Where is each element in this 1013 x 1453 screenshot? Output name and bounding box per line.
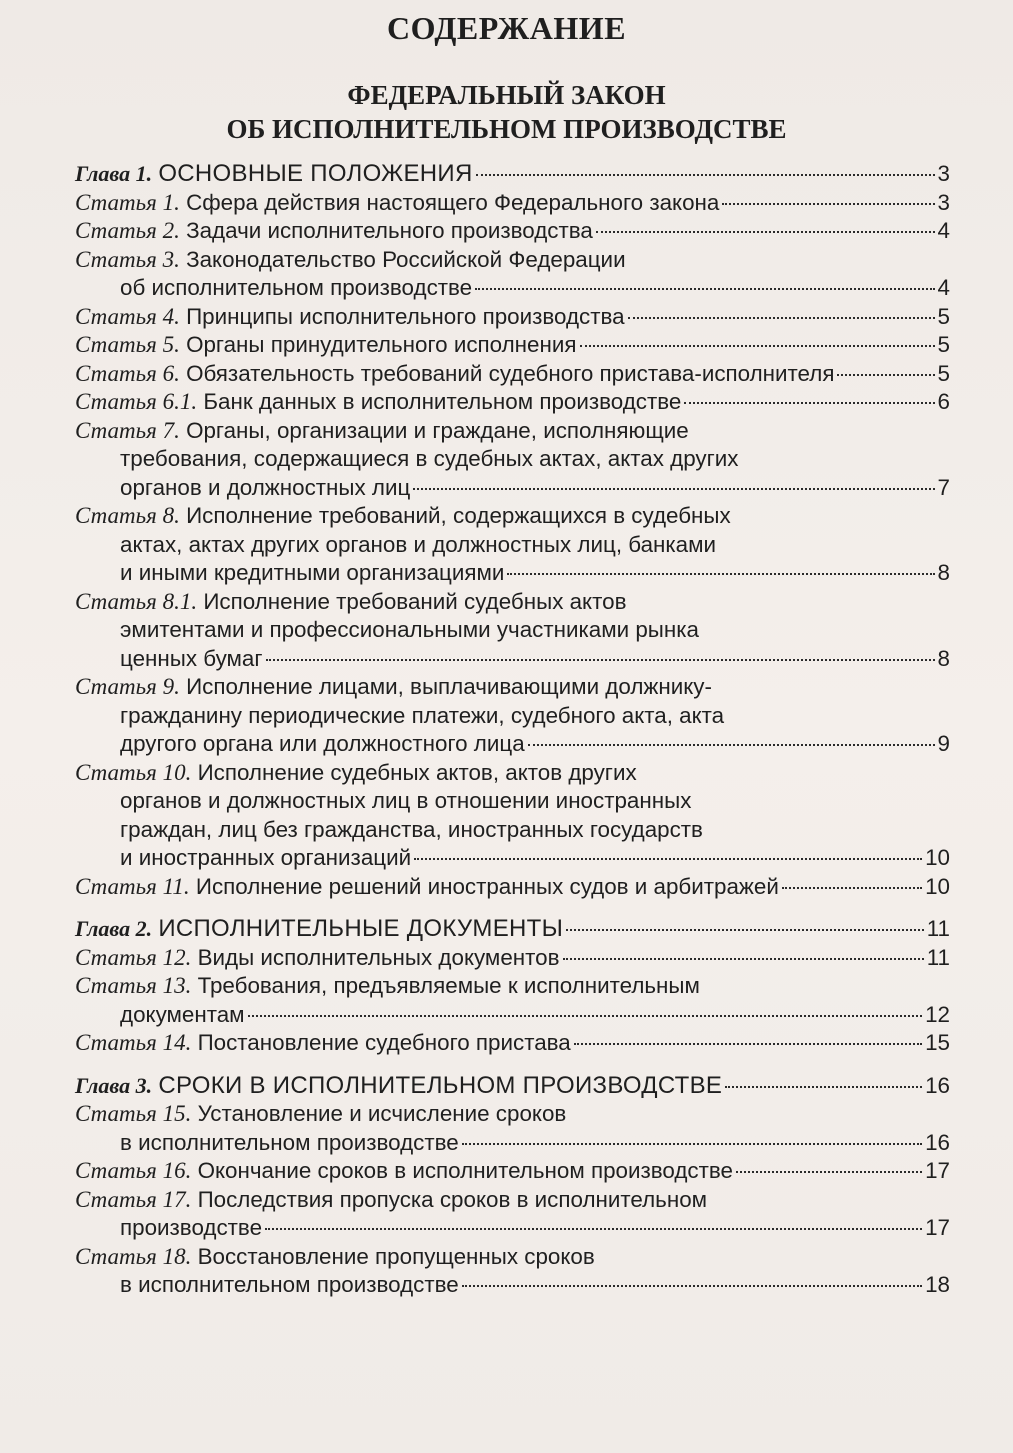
entry-line	[75, 246, 950, 275]
entry-title-line: Органы, организации и граждане, исполняющие	[186, 417, 689, 443]
entry-title-line: СРОКИ В ИСПОЛНИТЕЛЬНОМ ПРОИЗВОДСТВЕ	[158, 1071, 723, 1099]
entry-label: Статья 12.	[75, 944, 192, 970]
leader-dots	[507, 573, 934, 575]
entry-title-line: органов и должностных лиц в отношении иностранных	[120, 788, 692, 813]
entry-line	[75, 730, 950, 759]
entry-label: Статья 11.	[75, 873, 190, 899]
toc-article-entry	[75, 417, 950, 503]
entry-label: Статья 17.	[75, 1186, 192, 1212]
entry-label: Статья 8.	[75, 503, 180, 528]
page-number: 5	[937, 332, 950, 357]
entry-line	[75, 844, 950, 873]
entry-title-line: и иностранных организаций	[120, 845, 412, 870]
entry-line	[75, 445, 950, 474]
toc-article-entry	[75, 217, 950, 246]
entry-line	[75, 388, 950, 417]
toc-article-entry	[75, 1029, 950, 1058]
page-number: 17	[925, 1215, 950, 1240]
entry-line	[75, 1001, 950, 1030]
entry-title-line: требования, содержащиеся в судебных актах, актах других	[120, 446, 739, 471]
entry-title-line: в исполнительном производстве	[120, 1272, 459, 1297]
entry-line	[75, 1072, 950, 1101]
entry-label: Статья 2.	[75, 218, 180, 243]
leader-dots	[837, 374, 934, 376]
entry-label: Статья 6.	[75, 360, 180, 386]
entry-title-line: и иными кредитными организациями	[120, 560, 505, 585]
leader-dots	[736, 1171, 922, 1173]
entry-title-line: ИСПОЛНИТЕЛЬНЫЕ ДОКУМЕНТЫ	[158, 915, 564, 942]
entry-line	[75, 474, 950, 503]
toc-article-entry	[75, 944, 950, 973]
entry-title-line: Принципы исполнительного производства	[186, 303, 625, 329]
entry-title-line: Органы принудительного исполнения	[186, 332, 577, 357]
entry-line	[75, 1129, 950, 1158]
entry-line	[75, 702, 950, 731]
entry-title-line: гражданину периодические платежи, судебного акта, акта	[120, 702, 725, 728]
entry-line	[75, 616, 950, 645]
entry-line	[75, 915, 950, 944]
leader-dots	[628, 317, 935, 319]
entry-label: Статья 14.	[75, 1030, 192, 1055]
page-number: 3	[937, 189, 950, 215]
page-number: 8	[937, 645, 950, 671]
entry-label: Статья 4.	[75, 303, 180, 329]
page-number: 16	[925, 1072, 950, 1098]
page-number: 4	[937, 218, 950, 243]
toc-article-entry	[75, 502, 950, 588]
entry-line	[75, 1214, 950, 1243]
page-number: 17	[925, 1158, 950, 1183]
leader-dots	[266, 659, 935, 661]
entry-line	[75, 217, 950, 246]
leader-dots	[476, 174, 935, 176]
entry-label: Статья 5.	[75, 332, 180, 357]
page-number: 6	[937, 389, 950, 414]
entry-label: Статья 1.	[75, 189, 180, 215]
toc-article-entry	[75, 189, 950, 218]
page-number: 7	[937, 474, 950, 500]
entry-label: Статья 6.1.	[75, 389, 198, 414]
page-number: 11	[926, 916, 950, 941]
entry-line	[75, 1157, 950, 1186]
entry-line	[75, 673, 950, 702]
entry-line	[75, 944, 950, 973]
entry-title-line: Банк данных в исполнительном производстве	[203, 389, 682, 414]
entry-title-line: производстве	[120, 1215, 263, 1240]
entry-title-line: Задачи исполнительного производства	[186, 218, 593, 243]
toc-article-entry	[75, 1157, 950, 1186]
entry-label: Глава 2.	[75, 916, 153, 941]
entry-title-line: в исполнительном производстве	[120, 1129, 459, 1155]
entry-title-line: документам	[120, 1001, 245, 1027]
entry-title-line: Требования, предъявляемые к исполнительным	[197, 973, 700, 998]
entry-line	[75, 1029, 950, 1058]
entry-title-line: Законодательство Российской Федерации	[186, 246, 626, 272]
entry-line	[75, 1243, 950, 1272]
toc-title: СОДЕРЖАНИЕ	[386, 10, 627, 46]
page-number: 15	[925, 1030, 950, 1055]
entry-title-line: Обязательность требований судебного пристава-исполнителя	[186, 360, 835, 386]
toc-article-entry	[75, 1186, 950, 1243]
entry-title-line: ОСНОВНЫЕ ПОЛОЖЕНИЯ	[158, 160, 473, 187]
entry-title-line: эмитентами и профессиональными участниками рынка	[120, 617, 699, 642]
entry-label: Статья 7.	[75, 417, 180, 443]
entry-title-line: Восстановление пропущенных сроков	[197, 1243, 595, 1269]
entry-line	[75, 1271, 950, 1300]
entry-label: Статья 13.	[75, 973, 192, 998]
entry-line	[75, 816, 950, 845]
toc-article-entry	[75, 331, 950, 360]
toc-article-entry	[75, 759, 950, 873]
entry-title-line: органов и должностных лиц	[120, 474, 411, 500]
page-number: 3	[937, 161, 950, 186]
entry-label: Статья 16.	[75, 1158, 192, 1183]
toc-article-entry	[75, 588, 950, 674]
entry-label: Глава 1.	[75, 161, 153, 186]
entry-line	[75, 360, 950, 389]
law-title-line1: ФЕДЕРАЛЬНЫЙ ЗАКОН	[347, 80, 666, 110]
page-number: 12	[925, 1001, 950, 1027]
page-number: 4	[937, 275, 950, 300]
entry-title-line: Исполнение лицами, выплачивающими должнику-	[186, 674, 712, 699]
entry-line	[75, 417, 950, 446]
toc-article-entry	[75, 303, 950, 332]
entry-title-line: Исполнение решений иностранных судов и арбитражей	[195, 873, 779, 899]
toc-article-entry	[75, 388, 950, 417]
leader-dots	[725, 1086, 922, 1088]
leader-dots	[462, 1143, 922, 1145]
page-number: 8	[937, 560, 950, 585]
toc-chapter-entry	[75, 1072, 950, 1101]
entry-title-line: граждан, лиц без гражданства, иностранных государств	[120, 816, 703, 842]
entry-line	[75, 160, 950, 189]
entry-line	[75, 588, 950, 617]
leader-dots	[462, 1285, 922, 1287]
entry-label: Статья 8.1.	[75, 588, 198, 614]
toc-article-entry	[75, 873, 950, 902]
law-title	[0, 78, 1013, 146]
toc-chapter-entry	[75, 160, 950, 189]
entry-line	[75, 303, 950, 332]
entry-label: Статья 3.	[75, 246, 180, 272]
leader-dots	[248, 1015, 923, 1017]
toc-article-entry	[75, 1243, 950, 1300]
entry-line	[75, 531, 950, 560]
entry-title-line: Сфера действия настоящего Федерального закона	[186, 189, 720, 215]
toc-article-entry	[75, 246, 950, 303]
entry-line	[75, 759, 950, 788]
entry-title-line: об исполнительном производстве	[120, 275, 473, 300]
entry-title-line: Окончание сроков в исполнительном производстве	[197, 1158, 733, 1183]
leader-dots	[574, 1043, 922, 1045]
leader-dots	[265, 1228, 922, 1230]
leader-dots	[414, 858, 922, 860]
leader-dots	[413, 488, 934, 490]
entry-title-line: Исполнение требований судебных актов	[203, 588, 627, 614]
entry-line	[75, 972, 950, 1001]
entry-line	[75, 873, 950, 902]
page-number: 11	[926, 944, 950, 970]
entry-line	[75, 274, 950, 303]
leader-dots	[722, 203, 934, 205]
entry-line	[75, 189, 950, 218]
page-number: 10	[925, 873, 950, 899]
entry-line	[75, 1100, 950, 1129]
entry-line	[75, 502, 950, 531]
toc-article-entry	[75, 673, 950, 759]
toc-article-entry	[75, 1100, 950, 1157]
leader-dots	[596, 231, 935, 233]
entry-title-line: Исполнение судебных актов, актов других	[197, 759, 637, 785]
entry-title-line: Установление и исчисление сроков	[197, 1101, 567, 1126]
toc-chapter-entry	[75, 915, 950, 944]
entry-title-line: Постановление судебного пристава	[197, 1030, 571, 1055]
entry-line	[75, 331, 950, 360]
entry-label: Глава 3.	[75, 1072, 153, 1098]
page-number: 16	[925, 1129, 950, 1155]
page-number: 5	[937, 303, 950, 329]
page-number: 18	[925, 1272, 950, 1297]
leader-dots	[580, 345, 935, 347]
entry-label: Статья 15.	[75, 1101, 192, 1126]
entry-label: Статья 10.	[75, 759, 192, 785]
entry-label: Статья 18.	[75, 1243, 192, 1269]
entry-line	[75, 645, 950, 674]
entry-line	[75, 1186, 950, 1215]
entry-line	[75, 787, 950, 816]
entry-title-line: другого органа или должностного лица	[120, 731, 525, 756]
leader-dots	[684, 402, 934, 404]
page-number: 9	[937, 731, 950, 756]
entry-title-line: ценных бумаг	[120, 645, 263, 671]
leader-dots	[563, 958, 924, 960]
entry-title-line: Виды исполнительных документов	[197, 944, 560, 970]
leader-dots	[566, 929, 924, 931]
leader-dots	[475, 288, 934, 290]
table-of-contents	[75, 160, 950, 1300]
entry-line	[75, 559, 950, 588]
leader-dots	[528, 744, 935, 746]
entry-label: Статья 9.	[75, 674, 180, 699]
toc-article-entry	[75, 972, 950, 1029]
entry-title-line: актах, актах других органов и должностных лиц, банками	[120, 531, 717, 557]
page-number: 5	[937, 360, 950, 386]
law-title-line2: ОБ ИСПОЛНИТЕЛЬНОМ ПРОИЗВОДСТВЕ	[226, 114, 787, 144]
entry-title-line: Последствия пропуска сроков в исполнительном	[197, 1186, 708, 1212]
entry-title-line: Исполнение требований, содержащихся в судебных	[186, 503, 731, 528]
page-number: 10	[925, 845, 950, 870]
leader-dots	[782, 887, 922, 889]
toc-article-entry	[75, 360, 950, 389]
